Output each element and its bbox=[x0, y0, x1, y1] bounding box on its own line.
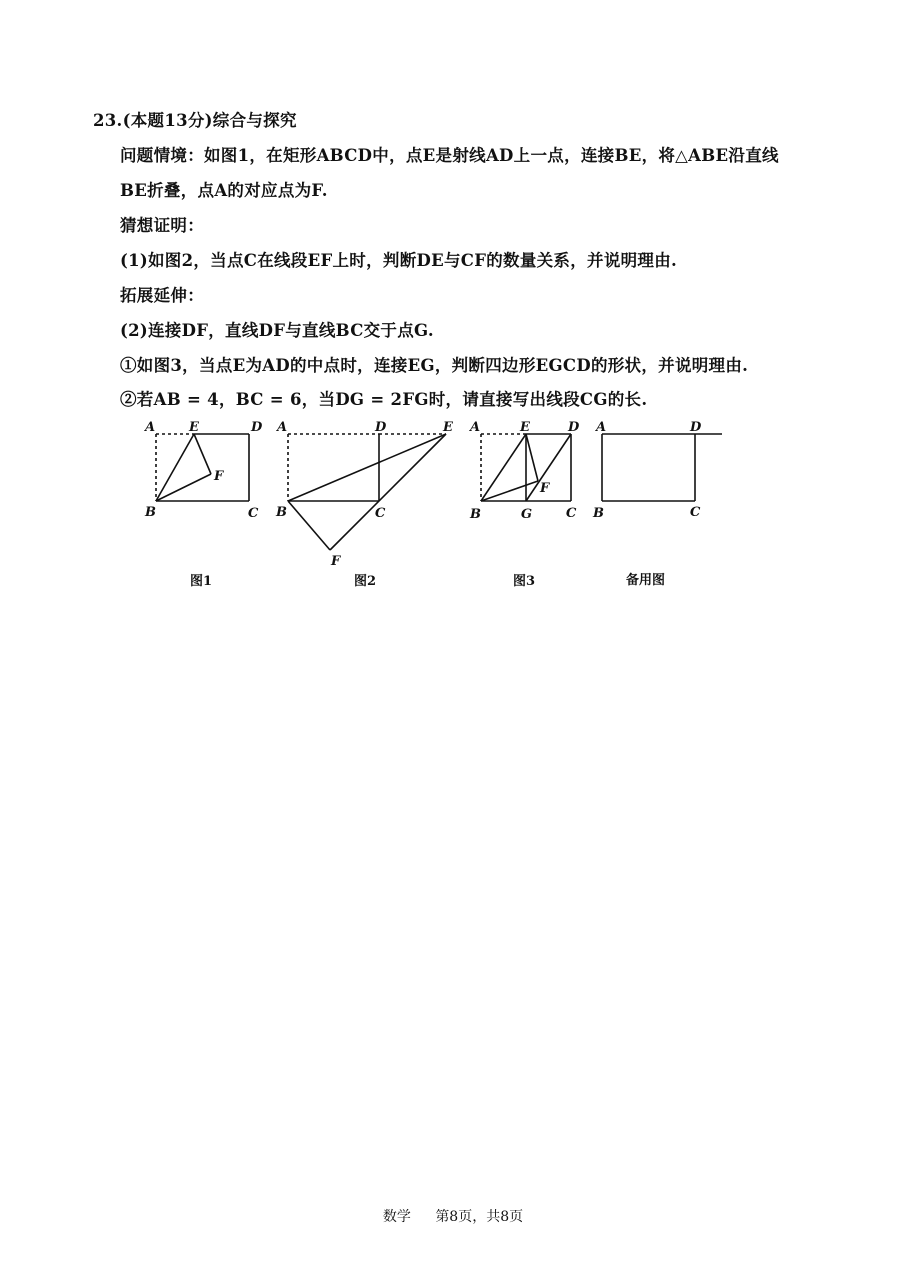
fig1-label-c: C bbox=[248, 506, 259, 521]
figure-4-spare bbox=[602, 434, 722, 501]
figure-1 bbox=[156, 434, 249, 501]
fig1-label-e: E bbox=[189, 420, 199, 435]
fig2-label-d: D bbox=[375, 420, 387, 435]
fig4-caption: 备用图 bbox=[626, 573, 666, 588]
figure-2 bbox=[288, 434, 446, 550]
fig3-label-a: A bbox=[470, 420, 481, 435]
fig2-label-f: F bbox=[331, 554, 341, 569]
fig3-label-b: B bbox=[470, 507, 481, 522]
footer-subject: 数学 bbox=[382, 1209, 411, 1225]
fig4-label-d: D bbox=[690, 420, 702, 435]
fig2-label-b: B bbox=[276, 505, 287, 520]
fig2-caption: 图2 bbox=[354, 574, 377, 589]
fig3-label-f: F bbox=[540, 481, 550, 496]
section-extension-heading: 拓展延伸： bbox=[120, 286, 204, 305]
figure-3 bbox=[481, 434, 571, 501]
fig1-label-d: D bbox=[251, 420, 263, 435]
problem-context-line-2: BE折叠，点A的对应点为F. bbox=[120, 181, 328, 200]
fig3-label-g: G bbox=[521, 507, 533, 522]
footer-page-number: 第8页，共8页 bbox=[435, 1209, 524, 1225]
sub-question-1: (1)如图2，当点C在线段EF上时，判断DE与CF的数量关系，并说明理由. bbox=[120, 251, 678, 270]
fig4-label-a: A bbox=[596, 420, 607, 435]
fig2-label-a: A bbox=[277, 420, 288, 435]
fig3-label-e: E bbox=[520, 420, 530, 435]
page-footer bbox=[0, 1206, 906, 1226]
geometry-figures bbox=[0, 405, 906, 600]
fig4-label-b: B bbox=[593, 506, 604, 521]
fig4-label-c: C bbox=[690, 505, 701, 520]
fig1-label-b: B bbox=[145, 505, 156, 520]
fig2-label-c: C bbox=[375, 506, 386, 521]
sub-question-2-part-2: ②若AB = 4，BC = 6，当DG = 2FG时，请直接写出线段CG的长. bbox=[120, 390, 648, 409]
sub-question-2: (2)连接DF，直线DF与直线BC交于点G. bbox=[120, 321, 434, 340]
question-title: 23.(本题13分)综合与探究 bbox=[93, 111, 297, 130]
fig1-label-a: A bbox=[145, 420, 156, 435]
fig1-caption: 图1 bbox=[190, 574, 213, 589]
fig2-label-e: E bbox=[443, 420, 453, 435]
fig3-caption: 图3 bbox=[513, 574, 536, 589]
fig3-label-c: C bbox=[566, 506, 577, 521]
sub-question-2-part-1: ①如图3，当点E为AD的中点时，连接EG，判断四边形EGCD的形状，并说明理由. bbox=[120, 356, 749, 375]
fig3-label-d: D bbox=[568, 420, 580, 435]
problem-context-line-1: 问题情境：如图1，在矩形ABCD中，点E是射线AD上一点，连接BE，将△ABE沿直线 bbox=[120, 146, 779, 165]
section-conjecture-heading: 猜想证明： bbox=[120, 216, 204, 235]
fig1-label-f: F bbox=[214, 469, 224, 484]
